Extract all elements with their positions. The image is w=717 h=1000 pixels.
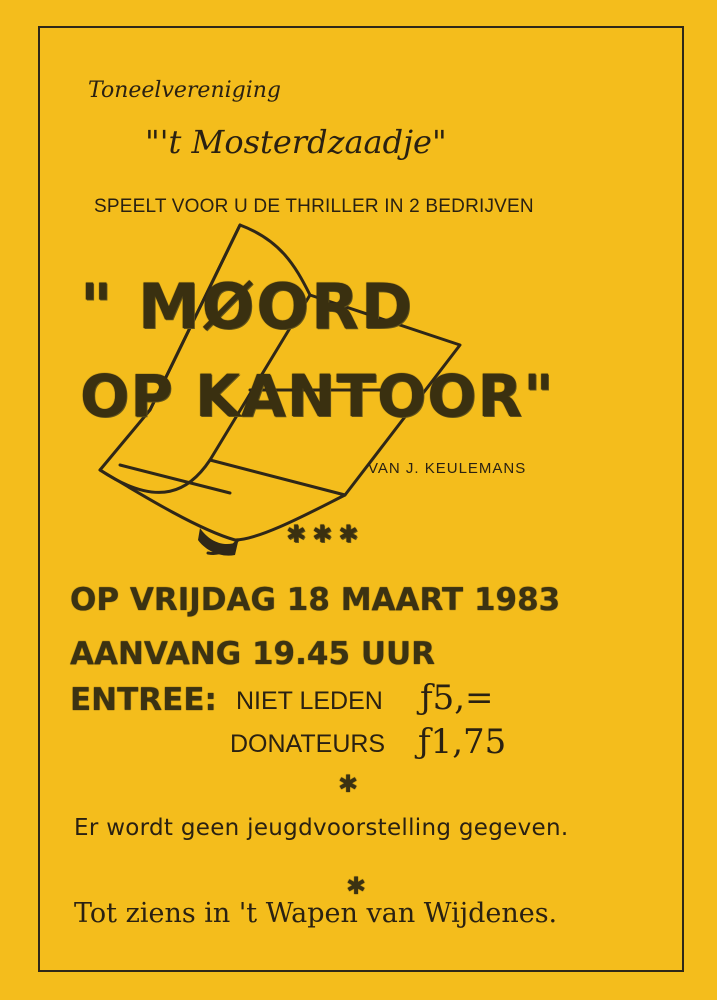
author-line: VAN J. KEULEMANS [368, 460, 527, 477]
closing-line: Tot ziens in 't Wapen van Wijdenes. [74, 898, 558, 929]
title-line-1: " MØORD [80, 270, 415, 343]
price-row-label-donors: DONATEURS [230, 730, 386, 758]
presents-line: SPEELT VOOR U DE THRILLER IN 2 BEDRIJVEN [94, 196, 534, 217]
note-line: Er wordt geen jeugdvoorstelling gegeven. [74, 815, 569, 841]
start-time-line: AANVANG 19.45 UUR [70, 636, 436, 672]
date-line: OP VRIJDAG 18 MAART 1983 [70, 582, 561, 618]
price-row-value-members: ƒ5,= [420, 678, 494, 718]
entry-label: ENTREE: [70, 682, 217, 718]
society-name: "'t Mosterdzaadje" [145, 123, 447, 161]
title-line-2: OP KANTOOR" [80, 362, 555, 430]
price-row-value-donors: ƒ1,75 [418, 722, 507, 762]
separator-stars: ✱✱✱ [286, 520, 365, 548]
society-label: Toneelvereniging [88, 78, 282, 103]
star-separator-b: ✱ [346, 872, 368, 900]
price-row-label-members: NIET LEDEN [236, 687, 383, 715]
star-separator-a: ✱ [338, 770, 360, 798]
